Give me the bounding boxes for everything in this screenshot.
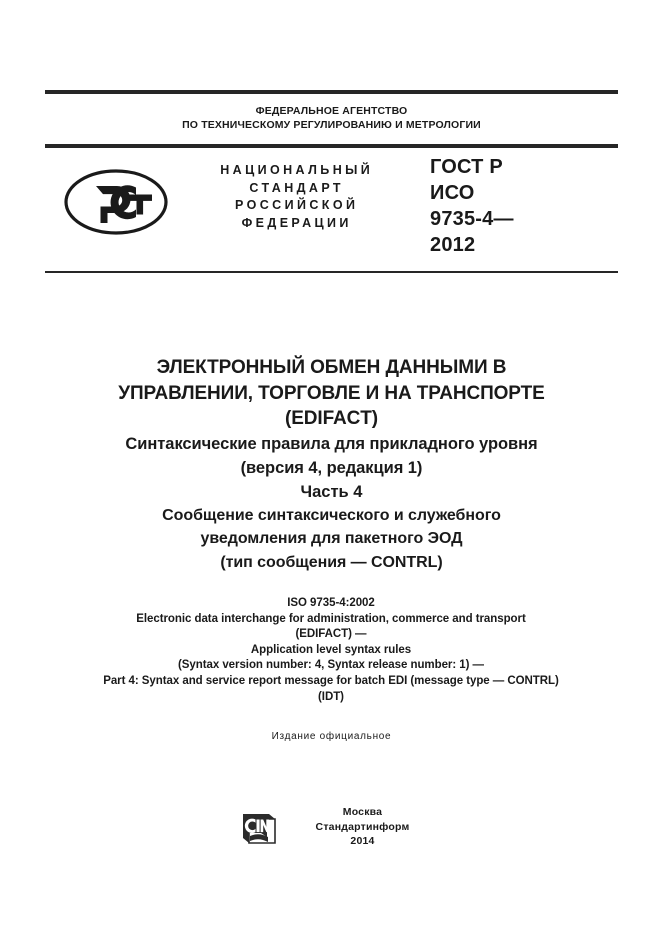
title-en-line-7: (IDT) xyxy=(318,690,344,703)
title-ru-line-2: УПРАВЛЕНИИ, ТОРГОВЛЕ И НА ТРАНСПОРТЕ xyxy=(118,382,545,404)
national-standard-line-3: РОССИЙСКОЙ xyxy=(235,198,359,212)
title-ru-line-9: (тип сообщения — CONTRL) xyxy=(220,553,443,571)
publisher-name: Стандартинформ xyxy=(315,820,410,833)
title-ru-line-8: уведомления для пакетного ЭОД xyxy=(200,530,463,547)
federal-agency-header xyxy=(45,104,618,132)
publisher-year: 2014 xyxy=(350,835,375,847)
title-ru-line-5: (версия 4, редакция 1) xyxy=(240,458,423,477)
title-en-line-3: (EDIFACT) — xyxy=(295,628,367,641)
national-standard-line-2: СТАНДАРТ xyxy=(249,180,344,195)
title-en-iso-reference: ISO 9735-4:2002 xyxy=(287,597,375,609)
designation-line-2: ИСО xyxy=(430,182,475,204)
designation-line-3: 9735-4— xyxy=(430,208,514,230)
national-standard-band xyxy=(45,148,618,271)
official-edition-note: Издание официальное xyxy=(271,731,392,742)
title-en-line-2: Electronic data interchange for administration, commerce and transport xyxy=(136,612,526,625)
publisher-text xyxy=(303,803,423,849)
publisher-city: Москва xyxy=(342,806,383,818)
gost-r-certification-icon xyxy=(62,166,170,238)
title-ru-part-number: Часть 4 xyxy=(300,482,363,501)
title-en-line-5: (Syntax version number: 4, Syntax release number: 1) — xyxy=(178,659,484,672)
title-en-line-4: Application level syntax rules xyxy=(250,643,412,656)
publisher-block xyxy=(45,803,618,850)
national-standard-line-1: НАЦИОНАЛЬНЫЙ xyxy=(220,163,374,177)
title-ru-line-3: (EDIFACT) xyxy=(284,408,379,429)
title-ru-line-1: ЭЛЕКТРОННЫЙ ОБМЕН ДАННЫМИ В xyxy=(156,357,507,378)
national-standard-title xyxy=(170,162,420,232)
title-ru-line-4: Синтаксические правила для прикладного уровня xyxy=(125,434,538,453)
header-rule-top xyxy=(45,90,618,94)
document-title-english xyxy=(26,596,636,705)
title-en-line-6: Part 4: Syntax and service report message for batch EDI (message type — CONTRL) xyxy=(103,674,559,687)
title-ru-line-7: Сообщение синтаксического и служебного xyxy=(162,506,501,524)
agency-line-2: ПО ТЕХНИЧЕСКОМУ РЕГУЛИРОВАНИЮ И МЕТРОЛОГИИ xyxy=(182,119,481,131)
agency-line-1: ФЕДЕРАЛЬНОЕ АГЕНТСТВО xyxy=(255,105,408,117)
national-standard-line-4: ФЕДЕРАЦИИ xyxy=(241,215,352,230)
designation-line-1: ГОСТ Р xyxy=(430,156,503,178)
standartinform-logo-icon xyxy=(241,808,283,850)
standard-designation xyxy=(430,154,620,258)
document-title-russian xyxy=(48,355,615,574)
designation-line-4: 2012 xyxy=(430,234,476,256)
header-rule-bottom xyxy=(45,271,618,273)
